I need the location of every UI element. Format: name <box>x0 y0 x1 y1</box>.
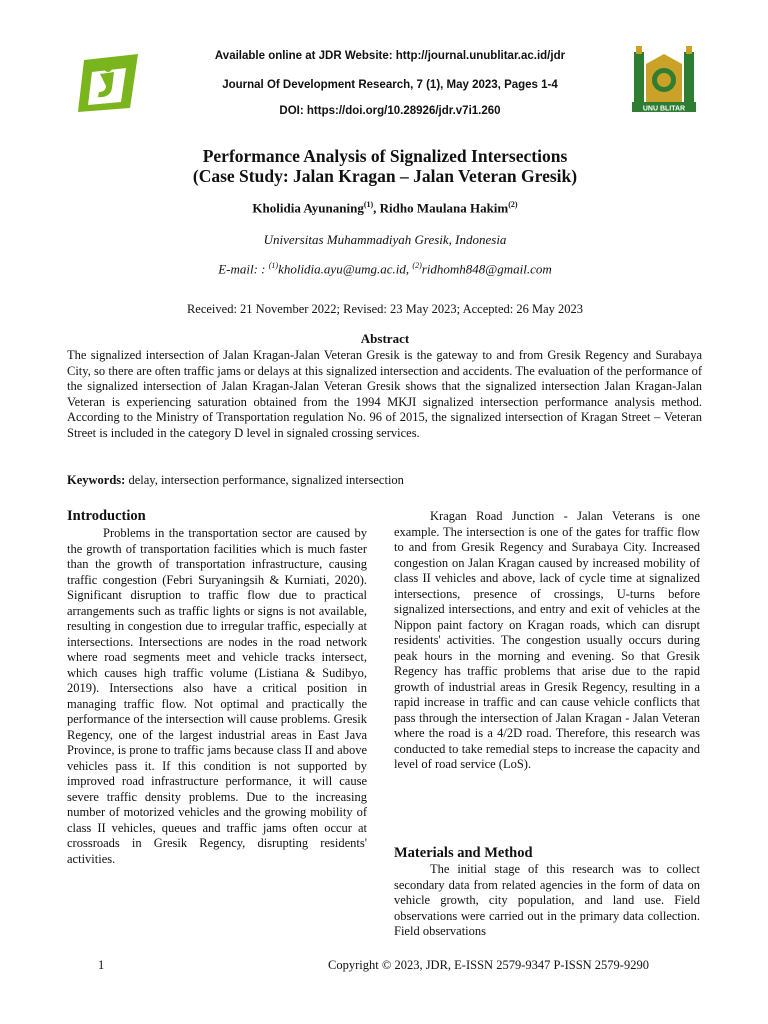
author-emails: E-mail: : $^{(1)}$kholidia.ayu@umg.ac.id, $^{(2)}$ridhomh848@gmail.com <box>218 261 552 277</box>
affiliation: Universitas Muhammadiyah Gresik, Indonesia <box>263 232 507 247</box>
journal-logo-icon <box>74 48 146 118</box>
header-website: Available online at JDR Website: http://journal.unublitar.ac.id/jdr <box>214 50 566 62</box>
introduction-left-column <box>67 526 367 867</box>
abstract-text: The signalized intersection of Jalan Kragan-Jalan Veteran Gresik is the gateway to and from Gresik Regency and Surabaya City, so there are often traffic jams or delays at this signalized intersection and accidents. The evaluation of the performance of the signalized intersection of Jalan Kragan-Jalan Veteran Gresik shows that the signalized intersection Jalan Kragan-Jalan Veteran is experiencing saturation obtained from the 1994 MKJI signalized intersection performance analysis method. According to the Ministry of Transportation regulation No. 96 of 2015, the signalized intersection of Kragan Street – Veteran Street is included in the category D level in signaled crossing services. <box>67 348 702 440</box>
page-number: 1 <box>98 958 105 972</box>
email-2[interactable]: ridhomh848@gmail.com <box>421 261 552 277</box>
header-doi[interactable]: DOI: https://doi.org/10.28926/jdr.v7i1.260 <box>279 105 501 117</box>
materials-method-text: The initial stage of this research was to collect secondary data from related agencies in the form of data on vehicle growth, city population, and land use. Field observations were carried out in the primary data collection. Field observations <box>394 862 700 938</box>
copyright-notice: Copyright © 2023, JDR, E-ISSN 2579-9347 P-ISSN 2579-9290 <box>328 958 649 972</box>
introduction-paragraph-1: Problems in the transportation sector are caused by the growth of transportation facilities which is much faster than the growth of transportation infrastructure, causing traffic congestion (Febri Suryaningsih & Kurniati, 2020). Significant disruption to traffic flow due to practical arrangements such as traffic lights or signs is not available, resulting in congestion due to irregular traffic, especially at intersections. Intersections are nodes in the road network where road segments meet and vehicle tracks intersect, which causes high traffic volume (Listiana & Sudibyo, 2019). Intersections also have a critical position in managing traffic flow. Not optimal and practically the performance of the intersection will cause problems. Gresik Regency, one of the largest industrial areas in East Java Province, is prone to traffic jams because class II and above vehicles pass it. If this condition is not supported by improved road infrastructure performance, it will cause severe traffic density problems. Due to the increasing number of motorized vehicles and the growing mobility of class II vehicles, queues and traffic jams often occur at crossroads in Gresik Regency, disrupting residents' activities. <box>67 526 367 866</box>
keywords-list: delay, intersection performance, signalized intersection <box>125 473 404 487</box>
keywords <box>67 473 702 488</box>
introduction-paragraph-2: Kragan Road Junction - Jalan Veterans is one example. The intersection is one of the gates for traffic flow to and from Gresik Regency and Surabaya City. Increased congestion on Jalan Kragan caused by increased mobility of class II vehicles and above, lack of cycle time at signalized intersections, presence of crossings, U-turns before signalized intersections, and entry and exit of vehicles at the Nippon paint factory on Kragan roads, which can disrupt residents' activities. The congestion usually occurs during peak hours in the morning and evening. So that Gresik Regency has traffic problems that arise due to the rapid growth of industrial areas in Gresik Regency, resulting in a rapid increase in traffic and can cause vehicle conflicts that pass through the intersection of Jalan Kragan - Jalan Veteran where the road is a 4/2D road. Therefore, this research was conducted to take remedial steps to increase the capacity and level of road service (LoS). <box>394 509 700 771</box>
authors: Kholidia Ayunaning$^{(1)}$, Ridho Maulana Hakim$^{(2)}$ <box>252 200 518 216</box>
author-1: Kholidia Ayunaning <box>252 200 364 216</box>
abstract-heading: Abstract <box>360 331 410 346</box>
submission-dates: Received: 21 November 2022; Revised: 23 May 2023; Accepted: 26 May 2023 <box>186 302 584 316</box>
author-2: Ridho Maulana Hakim <box>379 200 509 216</box>
university-logo-icon <box>624 44 704 120</box>
university-logo-text: UNU BLITAR <box>642 105 686 113</box>
materials-method-heading: Materials and Method <box>394 845 533 861</box>
header-journal-issue: Journal Of Development Research, 7 (1), May 2023, Pages 1-4 <box>222 79 558 91</box>
introduction-heading: Introduction <box>67 508 146 524</box>
keywords-label: Keywords: <box>67 473 126 487</box>
paper-title: Performance Analysis of Signalized Intersections (Case Study: Jalan Kragan – Jalan Veteran Gresik) <box>192 146 578 186</box>
email-1[interactable]: kholidia.ayu@umg.ac.id, <box>278 261 413 277</box>
introduction-right-column <box>394 509 700 773</box>
